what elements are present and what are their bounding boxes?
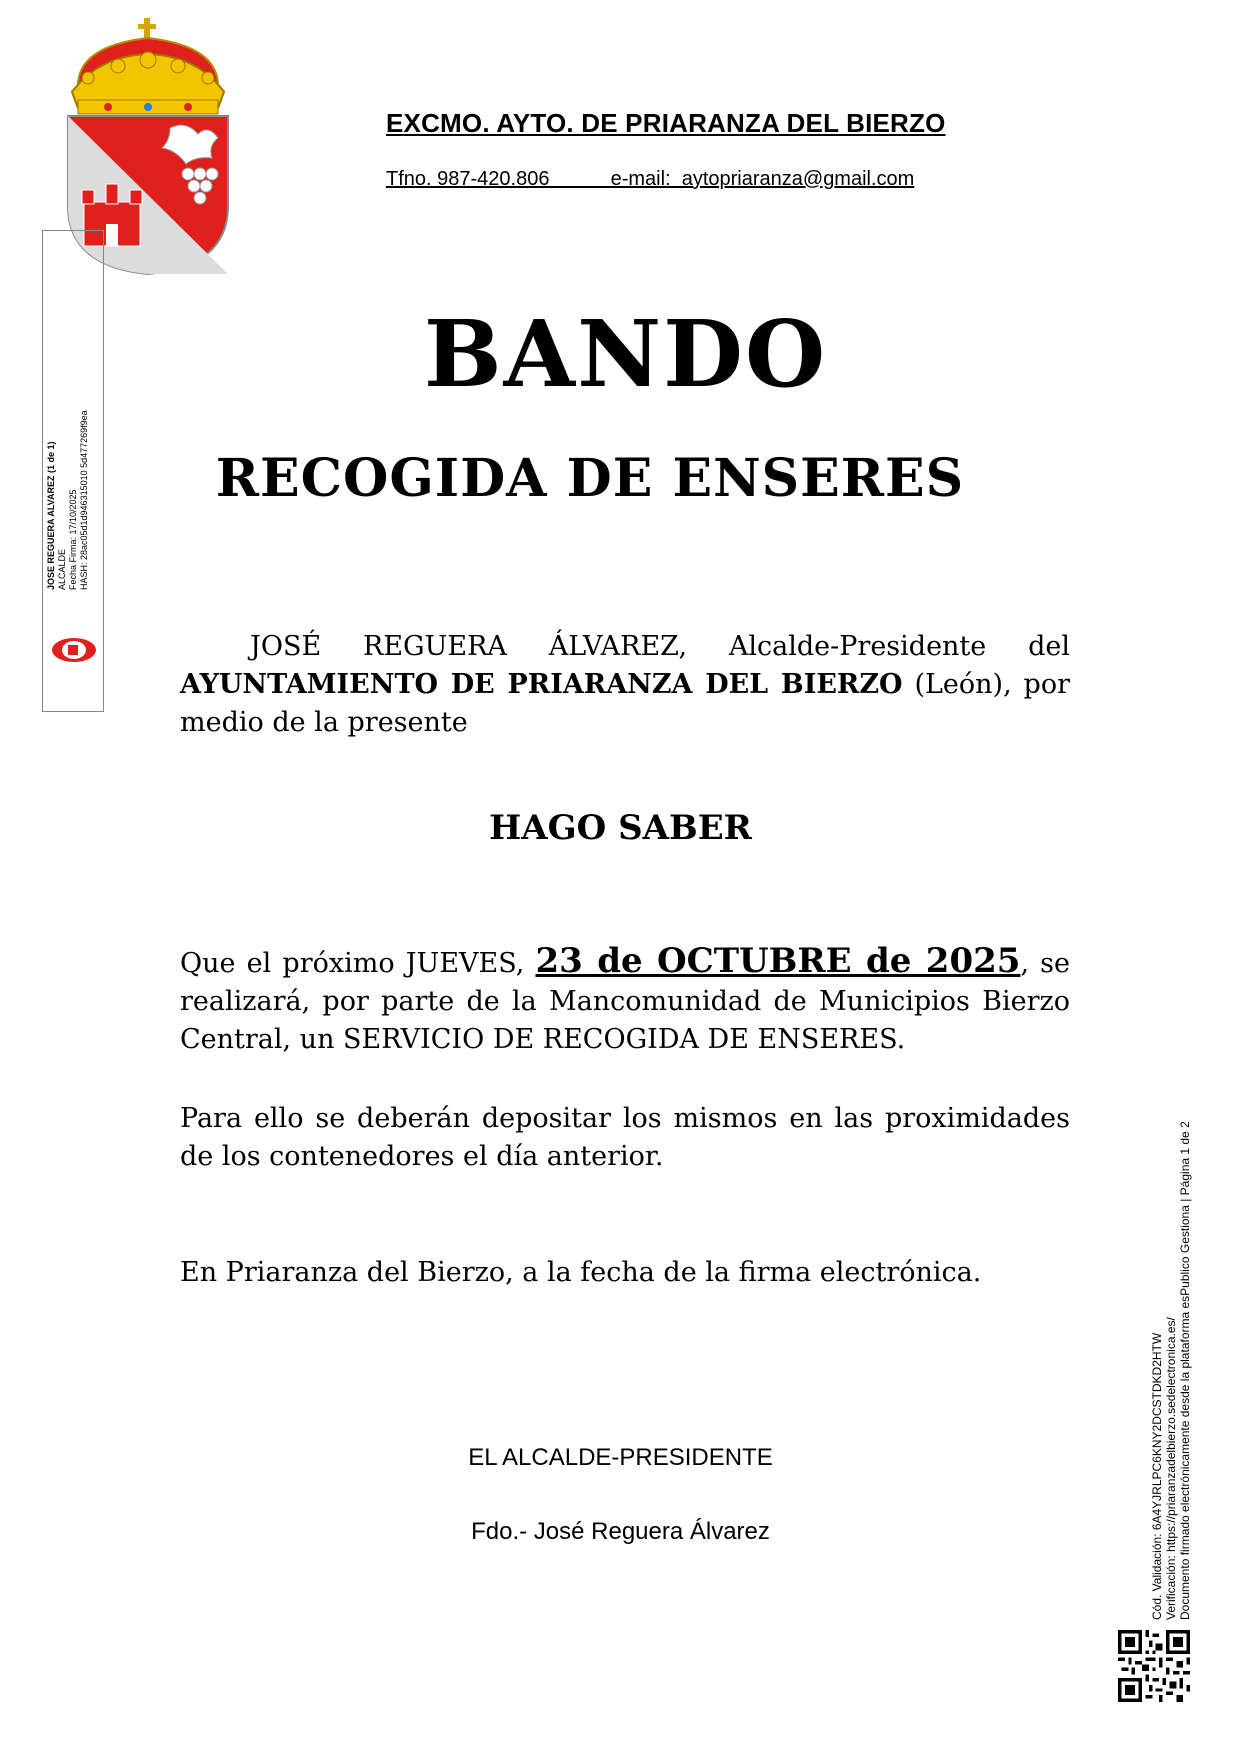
signed-document-note: Documento firmado electrónicamente desde la plataforma esPublico Gestiona | Página 1 de 2 bbox=[1178, 1121, 1192, 1620]
validation-code: Cód. Validación: 6A4YJRLPC6KNY2DCSTDKD2HTW bbox=[1150, 1332, 1164, 1620]
announcement-text: Que el próximo JUEVES, bbox=[180, 948, 536, 979]
municipality-name: AYUNTAMIENTO DE PRIARANZA DEL BIERZO bbox=[180, 669, 903, 700]
verification-url[interactable]: Verificación: https://priaranzadelbierzo.sedelectronica.es/ bbox=[1164, 1317, 1178, 1620]
announcement-text-end: , se realizará, por parte de la Mancomunidad de Municipios Bierzo Central, un SERVICIO DE RECOGIDA DE ENSERES. bbox=[180, 948, 1071, 1055]
validation-info bbox=[1150, 1121, 1192, 1620]
signer-position: ALCALDE bbox=[57, 548, 67, 590]
signer-role: EL ALCALDE-PRESIDENTE bbox=[468, 1444, 773, 1471]
place-date-paragraph: En Priaranza del Bierzo, a la fecha de la firma electrónica. bbox=[180, 1257, 982, 1288]
event-date: 23 de OCTUBRE de 2025 bbox=[535, 941, 1021, 981]
signature-date: Fecha Firma: 17/10/2025 bbox=[68, 489, 78, 590]
hago-saber-heading: HAGO SABER bbox=[489, 808, 752, 848]
intro-paragraph bbox=[180, 628, 1070, 742]
signer-name: Fdo.- José Reguera Álvarez bbox=[471, 1518, 770, 1545]
document-subtitle: RECOGIDA DE ENSERES bbox=[215, 448, 965, 509]
intro-text: JOSÉ REGUERA ÁLVAREZ, Alcalde-Presidente del bbox=[250, 631, 1070, 662]
small-shield-icon bbox=[50, 636, 98, 664]
document-title: BANDO bbox=[423, 300, 828, 408]
announcement-paragraph bbox=[180, 942, 1070, 1059]
signature-stamp bbox=[46, 370, 90, 590]
institution-title: EXCMO. AYTO. DE PRIARANZA DEL BIERZO bbox=[386, 108, 946, 138]
instructions-paragraph: Para ello se deberán depositar los mismos en las proximidades de los contenedores el día anterior. bbox=[180, 1103, 1070, 1172]
qr-code bbox=[1118, 1630, 1190, 1702]
intro-text-end: (León), por medio de la presente bbox=[180, 669, 1070, 738]
contact-line: Tfno. 987-420.806 e-mail: aytopriaranza@gmail.com bbox=[386, 168, 915, 190]
signer-line: JOSE REGUERA ALVAREZ (1 de 1) bbox=[46, 441, 56, 590]
signature-hash: HASH: 28ac05d1d946315010 5d477269f9ea bbox=[79, 410, 89, 590]
